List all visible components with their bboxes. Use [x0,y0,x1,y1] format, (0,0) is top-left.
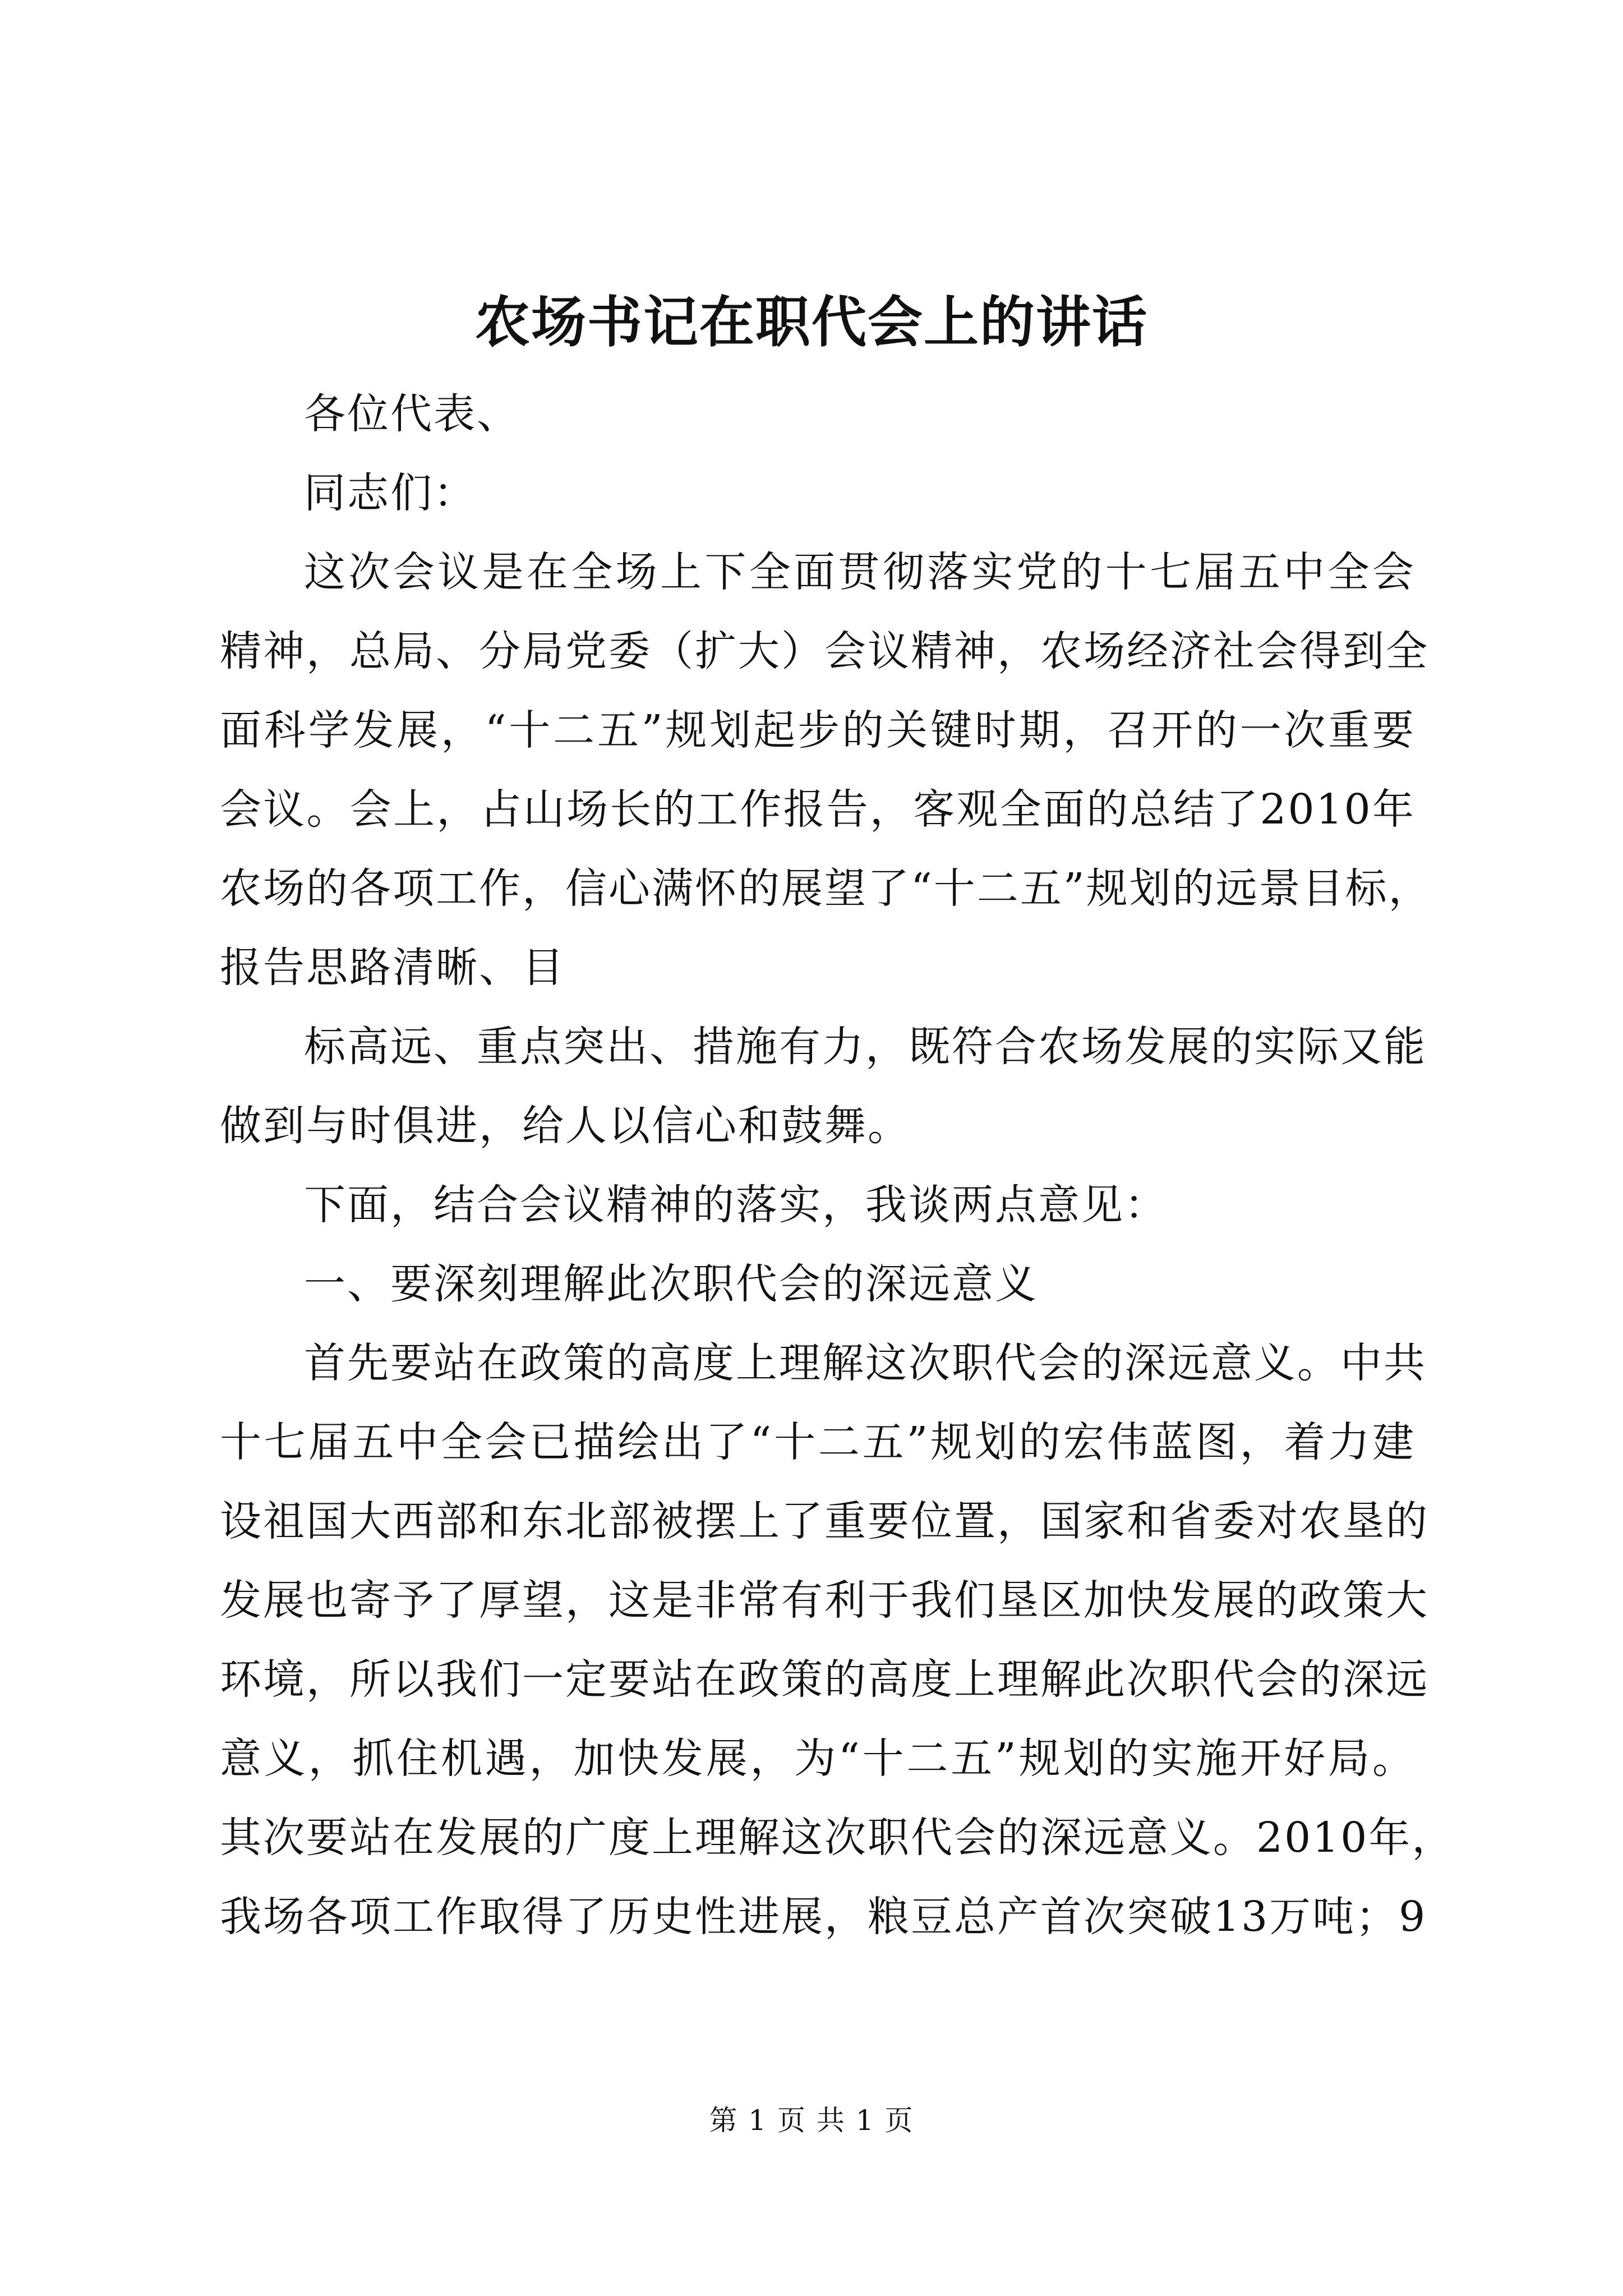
paragraph-line: 环境，所以我们一定要站在政策的高度上理解此次职代会的深远 [220,1655,1429,1704]
salutation-line-2: 同志们： [304,469,477,517]
paragraph-line: 十七届五中全会已描绘出了“十二五”规划的宏伟蓝图，着力建 [220,1418,1415,1466]
paragraph-line: 我场各项工作取得了历史性进展，粮豆总产首次突破13万吨；9 [220,1893,1427,1941]
paragraph-line: 首先要站在政策的高度上理解这次职代会的深远意义。中共 [304,1339,1427,1387]
salutation-line-1: 各位代表、 [304,390,520,438]
paragraph-line: 精神，总局、分局党委（扩大）会议精神，农场经济社会得到全 [220,627,1429,675]
document-title: 农场书记在职代会上的讲话 [474,290,1148,355]
paragraph-line: 意义，抓住机遇，加快发展，为“十二五”规划的实施开好局。 [220,1734,1415,1783]
paragraph-line: 做到与时俱进，给人以信心和鼓舞。 [220,1102,911,1150]
paragraph-line: 发展也寄予了厚望，这是非常有利于我们垦区加快发展的政策大 [220,1576,1429,1625]
section-heading: 一、要深刻理解此次职代会的深远意义 [304,1260,1038,1308]
document-body [220,375,1455,1957]
paragraph-line: 会议。会上，占山场长的工作报告，客观全面的总结了2010年 [220,785,1415,834]
paragraph-line: 其次要站在发展的广度上理解这次职代会的深远意义。2010年， [220,1814,1455,1862]
paragraph-line: 这次会议是在全场上下全面贯彻落实党的十七届五中全会 [304,548,1415,596]
paragraph-line: 下面，结合会议精神的落实，我谈两点意见： [304,1181,1168,1229]
paragraph-line: 农场的各项工作，信心满怀的展望了“十二五”规划的远景目标， [220,864,1432,913]
paragraph-line: 标高远、重点突出、措施有力，既符合农场发展的实际又能 [304,1023,1427,1071]
page-number-footer: 第 1 页 共 1 页 [709,2104,914,2137]
paragraph-line: 面科学发展，“十二五”规划起步的关键时期，召开的一次重要 [220,706,1415,754]
paragraph-line: 报告思路清晰、目 [220,944,565,992]
paragraph-line: 设祖国大西部和东北部被摆上了重要位置，国家和省委对农垦的 [220,1497,1429,1545]
